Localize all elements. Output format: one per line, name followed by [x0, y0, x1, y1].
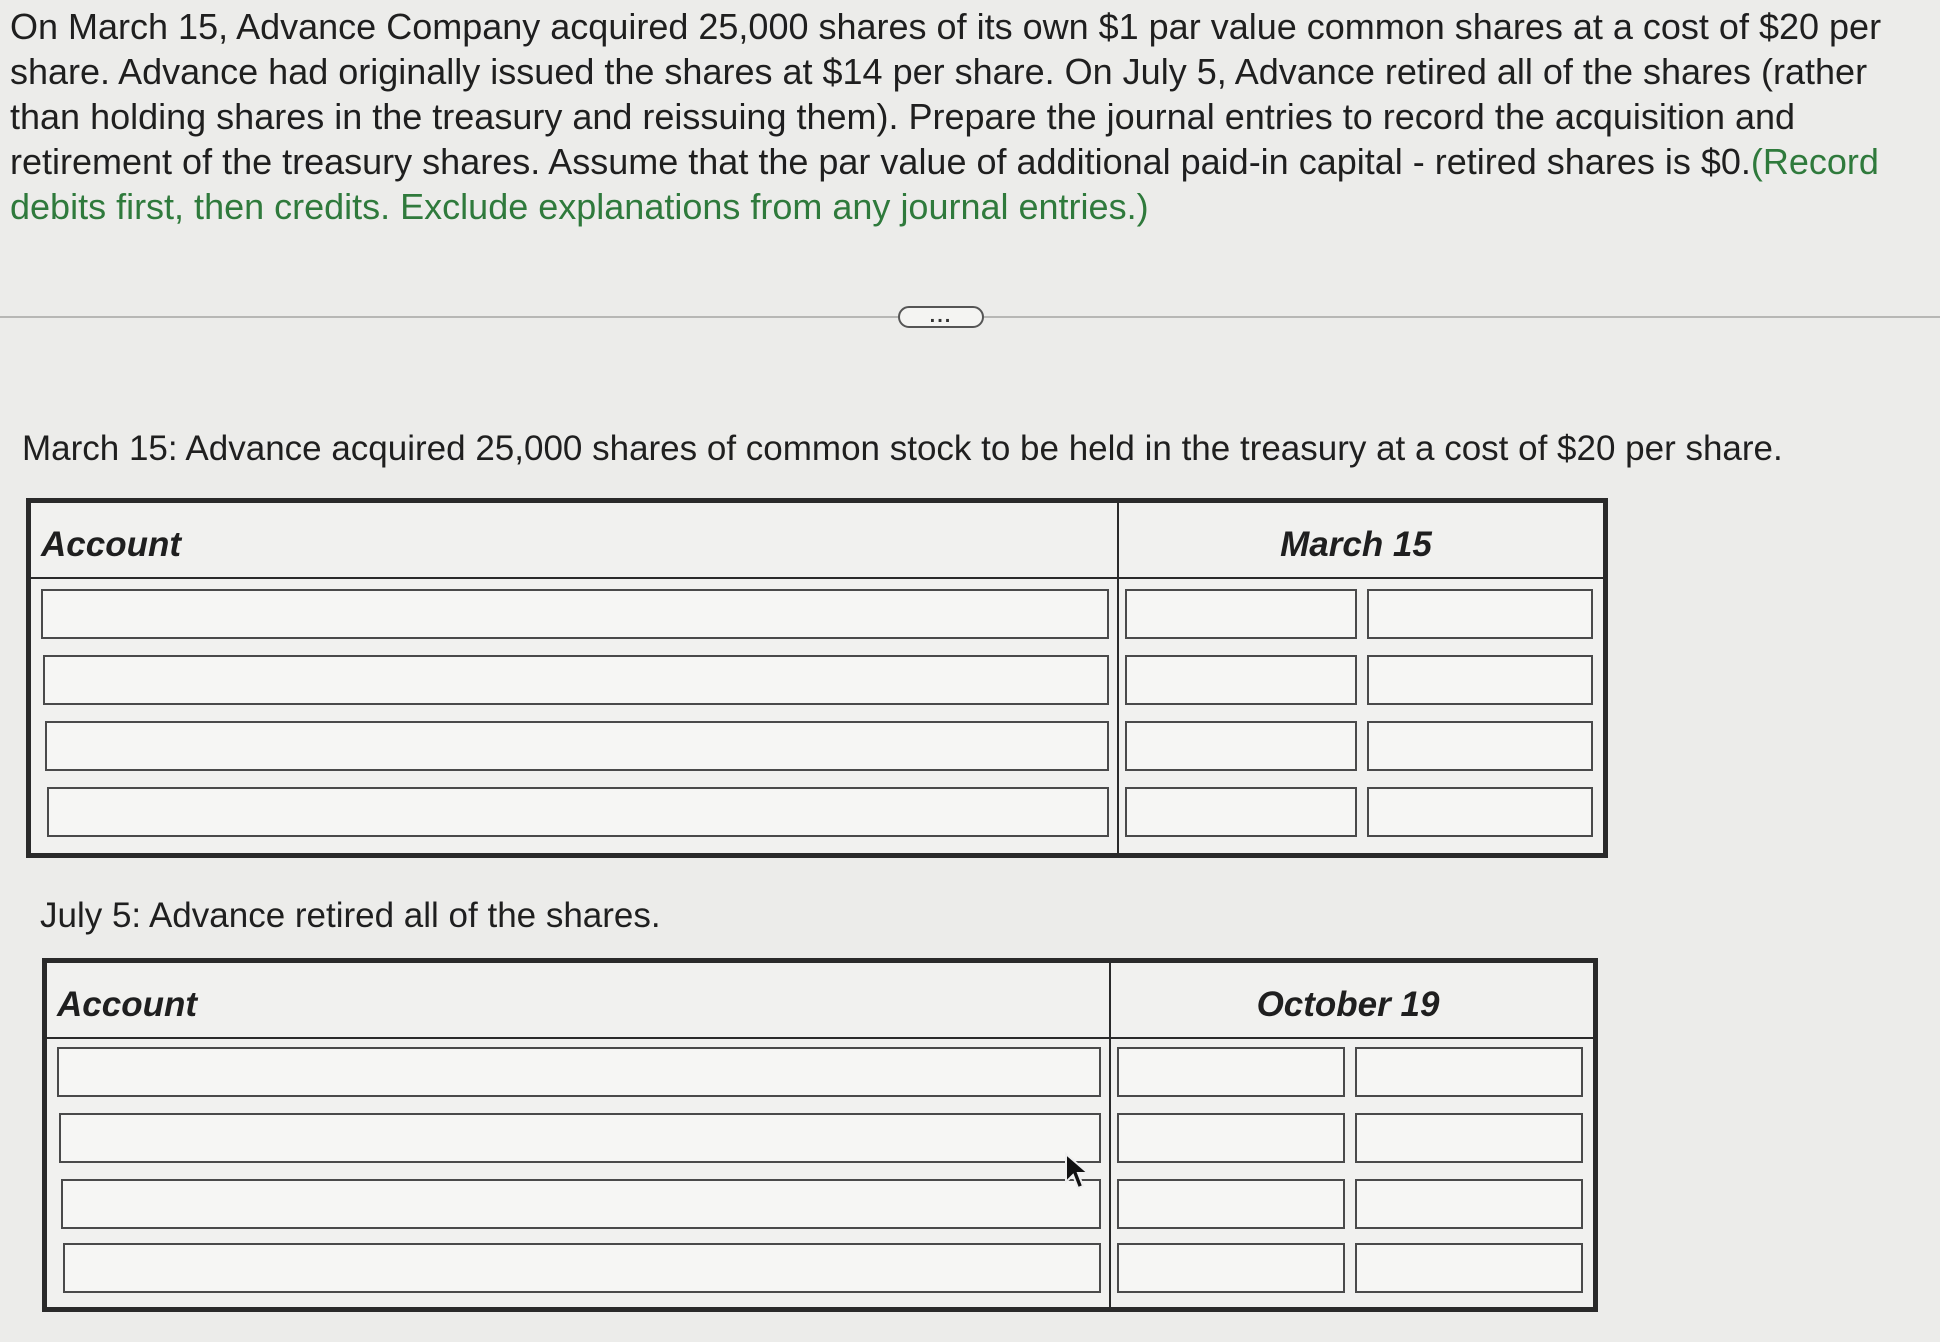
header-divider — [31, 577, 1603, 579]
mouse-pointer-icon — [1064, 1152, 1090, 1192]
account-column-header: Account — [57, 985, 197, 1024]
divider-left — [0, 316, 898, 318]
account-column-header: Account — [41, 525, 181, 564]
account-input[interactable] — [43, 655, 1109, 705]
column-divider — [1117, 503, 1119, 853]
problem-statement — [10, 4, 1930, 229]
account-input[interactable] — [61, 1179, 1101, 1229]
credit-input[interactable] — [1367, 589, 1593, 639]
credit-input[interactable] — [1355, 1243, 1583, 1293]
account-input[interactable] — [63, 1243, 1101, 1293]
entry-1-label: March 15: Advance acquired 25,000 shares of common stock to be held in the treasury at a cost of $20 per share. — [22, 429, 1783, 468]
debit-input[interactable] — [1125, 721, 1357, 771]
show-more-button[interactable]: ... — [898, 306, 984, 328]
divider-right — [984, 316, 1940, 318]
debit-input[interactable] — [1125, 787, 1357, 837]
journal-table-1 — [26, 498, 1608, 858]
debit-input[interactable] — [1117, 1179, 1345, 1229]
date-column-header: October 19 — [1256, 985, 1440, 1024]
credit-input[interactable] — [1367, 655, 1593, 705]
debit-input[interactable] — [1117, 1113, 1345, 1163]
debit-input[interactable] — [1125, 589, 1357, 639]
credit-input[interactable] — [1367, 787, 1593, 837]
account-input[interactable] — [45, 721, 1109, 771]
account-input[interactable] — [57, 1047, 1101, 1097]
credit-input[interactable] — [1367, 721, 1593, 771]
credit-input[interactable] — [1355, 1179, 1583, 1229]
credit-input[interactable] — [1355, 1113, 1583, 1163]
credit-input[interactable] — [1355, 1047, 1583, 1097]
problem-text: On March 15, Advance Company acquired 25,000 shares of its own $1 par value common shares at a cost of $20 per share. Advance had originally issued the shares at $14 per share. On July 5, Advance retired all of the shares (rather than holding shares in the treasury and reissuing them). Prepare the journal entries to record the acquisition and retirement of the treasury shares. Assume that the par value of additional paid-in capital - retired shares is $0. — [10, 6, 1882, 182]
account-input[interactable] — [59, 1113, 1101, 1163]
account-input[interactable] — [47, 787, 1109, 837]
account-input[interactable] — [41, 589, 1109, 639]
journal-table-2 — [42, 958, 1598, 1312]
debit-input[interactable] — [1117, 1047, 1345, 1097]
date-column-header: March 15 — [1280, 525, 1432, 564]
debit-input[interactable] — [1125, 655, 1357, 705]
debit-input[interactable] — [1117, 1243, 1345, 1293]
problem-instruction: (Record debits first, then credits. Exclude explanations from any journal entries.) — [10, 141, 1879, 227]
entry-2-label: July 5: Advance retired all of the shares. — [40, 896, 661, 935]
header-divider — [47, 1037, 1593, 1039]
column-divider — [1109, 963, 1111, 1307]
